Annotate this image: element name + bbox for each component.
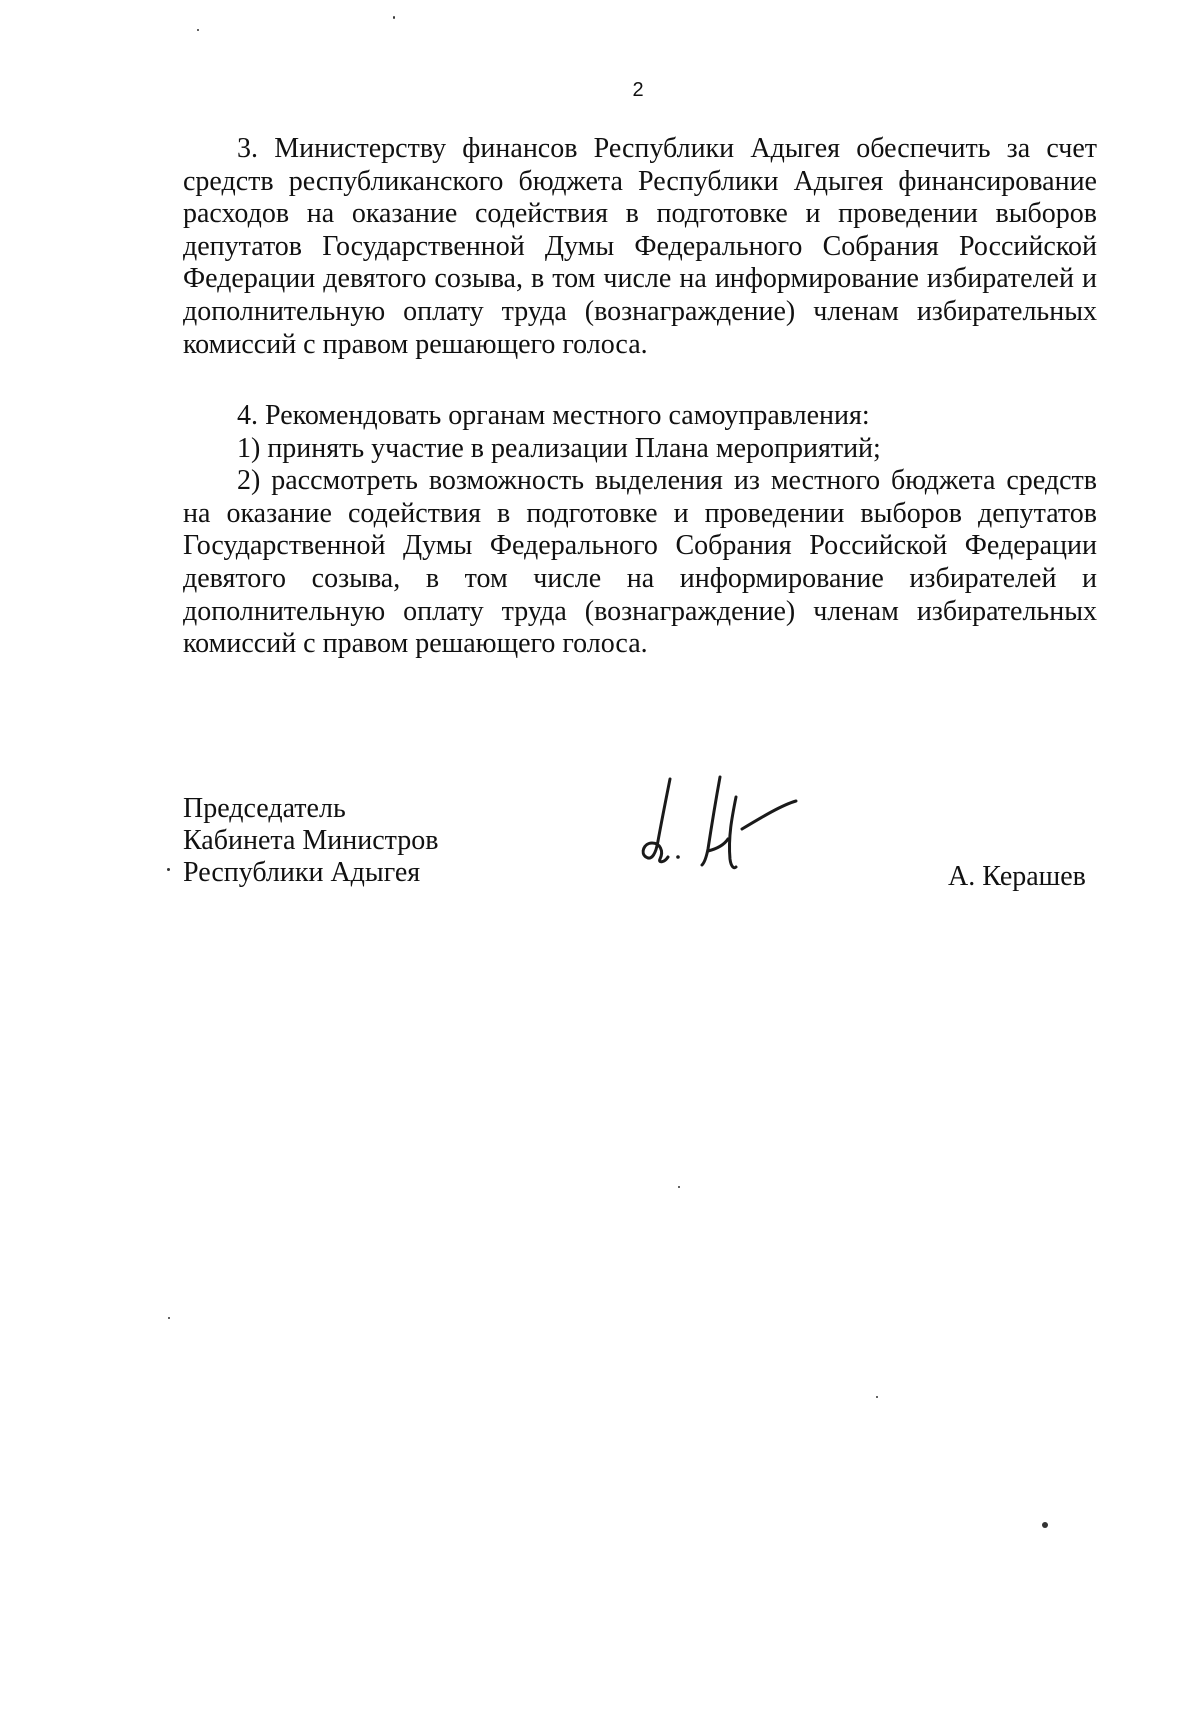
- scan-speck: [678, 1186, 680, 1188]
- handwritten-signature: [636, 765, 816, 875]
- signatory-position-line-3: Республики Адыгея: [183, 857, 421, 888]
- signatory-name: А. Керашев: [948, 861, 1086, 892]
- paragraph-3: [183, 133, 1097, 361]
- paragraph-4-intro: 4. Рекомендовать органам местного самоуправления:: [237, 400, 870, 431]
- paragraph-4-item-1: 1) принять участие в реализации Плана мероприятий;: [237, 432, 881, 464]
- scan-speck: [167, 868, 170, 871]
- paragraph-4-item-2: 2) рассмотреть возможность выделения из местного бюджета средств на оказание содействия в подготовке и проведении выборов депутатов Государственной Думы Федерального Собрания Российской Федерации девятого созыва, в том числе на информирование избирателей и дополнительную оплату труда (вознаграждение) членам избирательных комиссий с правом решающего голоса.: [183, 465, 1097, 660]
- page-number: 2: [632, 79, 644, 101]
- signatory-position-line-1: Председатель: [183, 793, 346, 824]
- scan-speck: [876, 1396, 878, 1398]
- scan-speck: [168, 1317, 170, 1319]
- paragraph-4: [183, 400, 1097, 661]
- signatory-position-line-2: Кабинета Министров: [183, 825, 439, 856]
- paragraph-3-text: 3. Министерству финансов Республики Адыгея обеспечить за счет средств республиканского бюджета Республики Адыгея финансирование расходов на оказание содействия в подготовке и проведении выборов депутатов Государственной Думы Федерального Собрания Российской Федерации девятого созыва, в том числе на информирование избирателей и дополнительную оплату труда (вознаграждение) членам избирательных комиссий с правом решающего голоса.: [183, 133, 1097, 360]
- scan-speck: [1042, 1522, 1048, 1528]
- signatory-position: [183, 793, 438, 889]
- scan-speck: [393, 16, 395, 19]
- scan-speck: [197, 29, 199, 31]
